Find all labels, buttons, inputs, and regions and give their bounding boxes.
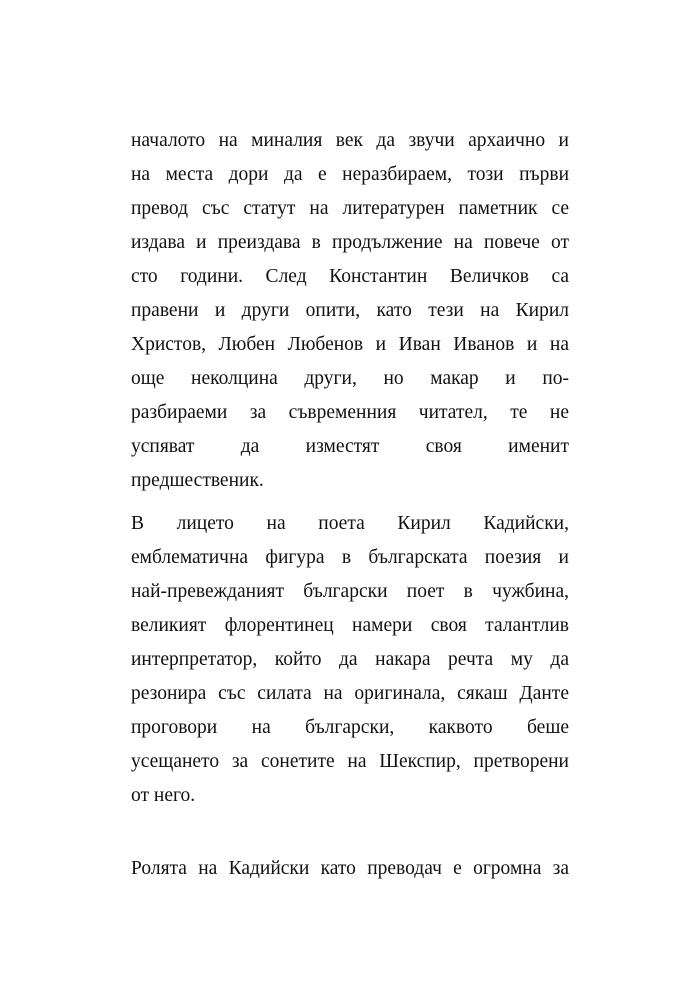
text-line: интерпретатор, който да накара речта му да [131, 649, 569, 670]
paragraph-3 [131, 852, 569, 886]
text-line: превод със статут на литературен паметник се [131, 198, 569, 219]
text-line: сто години. След Константин Величков са [131, 266, 569, 287]
text-line: Христов, Любен Любенов и Иван Иванов и на [131, 334, 569, 355]
text-line: началото на миналия век да звучи архаично и [131, 130, 569, 151]
text-line: Ролята на Кадийски като преводач е огромна за [131, 858, 569, 879]
text-line: разбираеми за съвременния читател, те не [131, 402, 569, 423]
text-line: проговори на български, каквото беше [131, 717, 569, 738]
text-line: на места дори да е неразбираем, този първи [131, 164, 569, 185]
text-line: от него. [131, 785, 196, 806]
text-line: още неколцина други, но макар и по- [131, 368, 569, 389]
text-line: най-превежданият български поет в чужбина, [131, 581, 569, 602]
text-line: предшественик. [131, 470, 264, 491]
text-line: издава и преиздава в продължение на повече от [131, 232, 569, 253]
paragraph-2 [131, 507, 569, 813]
text-line: резонира със силата на оригинала, сякаш Данте [131, 683, 569, 704]
text-line: успяват да изместят своя именит [131, 436, 569, 457]
text-line: великият флорентинец намери своя талантлив [131, 615, 569, 636]
text-line: усещането за сонетите на Шекспир, претворени [131, 751, 569, 772]
paragraph-1 [131, 124, 569, 498]
text-line: правени и други опити, като тези на Кирил [131, 300, 569, 321]
text-line: В лицето на поета Кирил Кадийски, [131, 513, 569, 534]
text-line: емблематична фигура в българската поезия и [131, 547, 569, 568]
